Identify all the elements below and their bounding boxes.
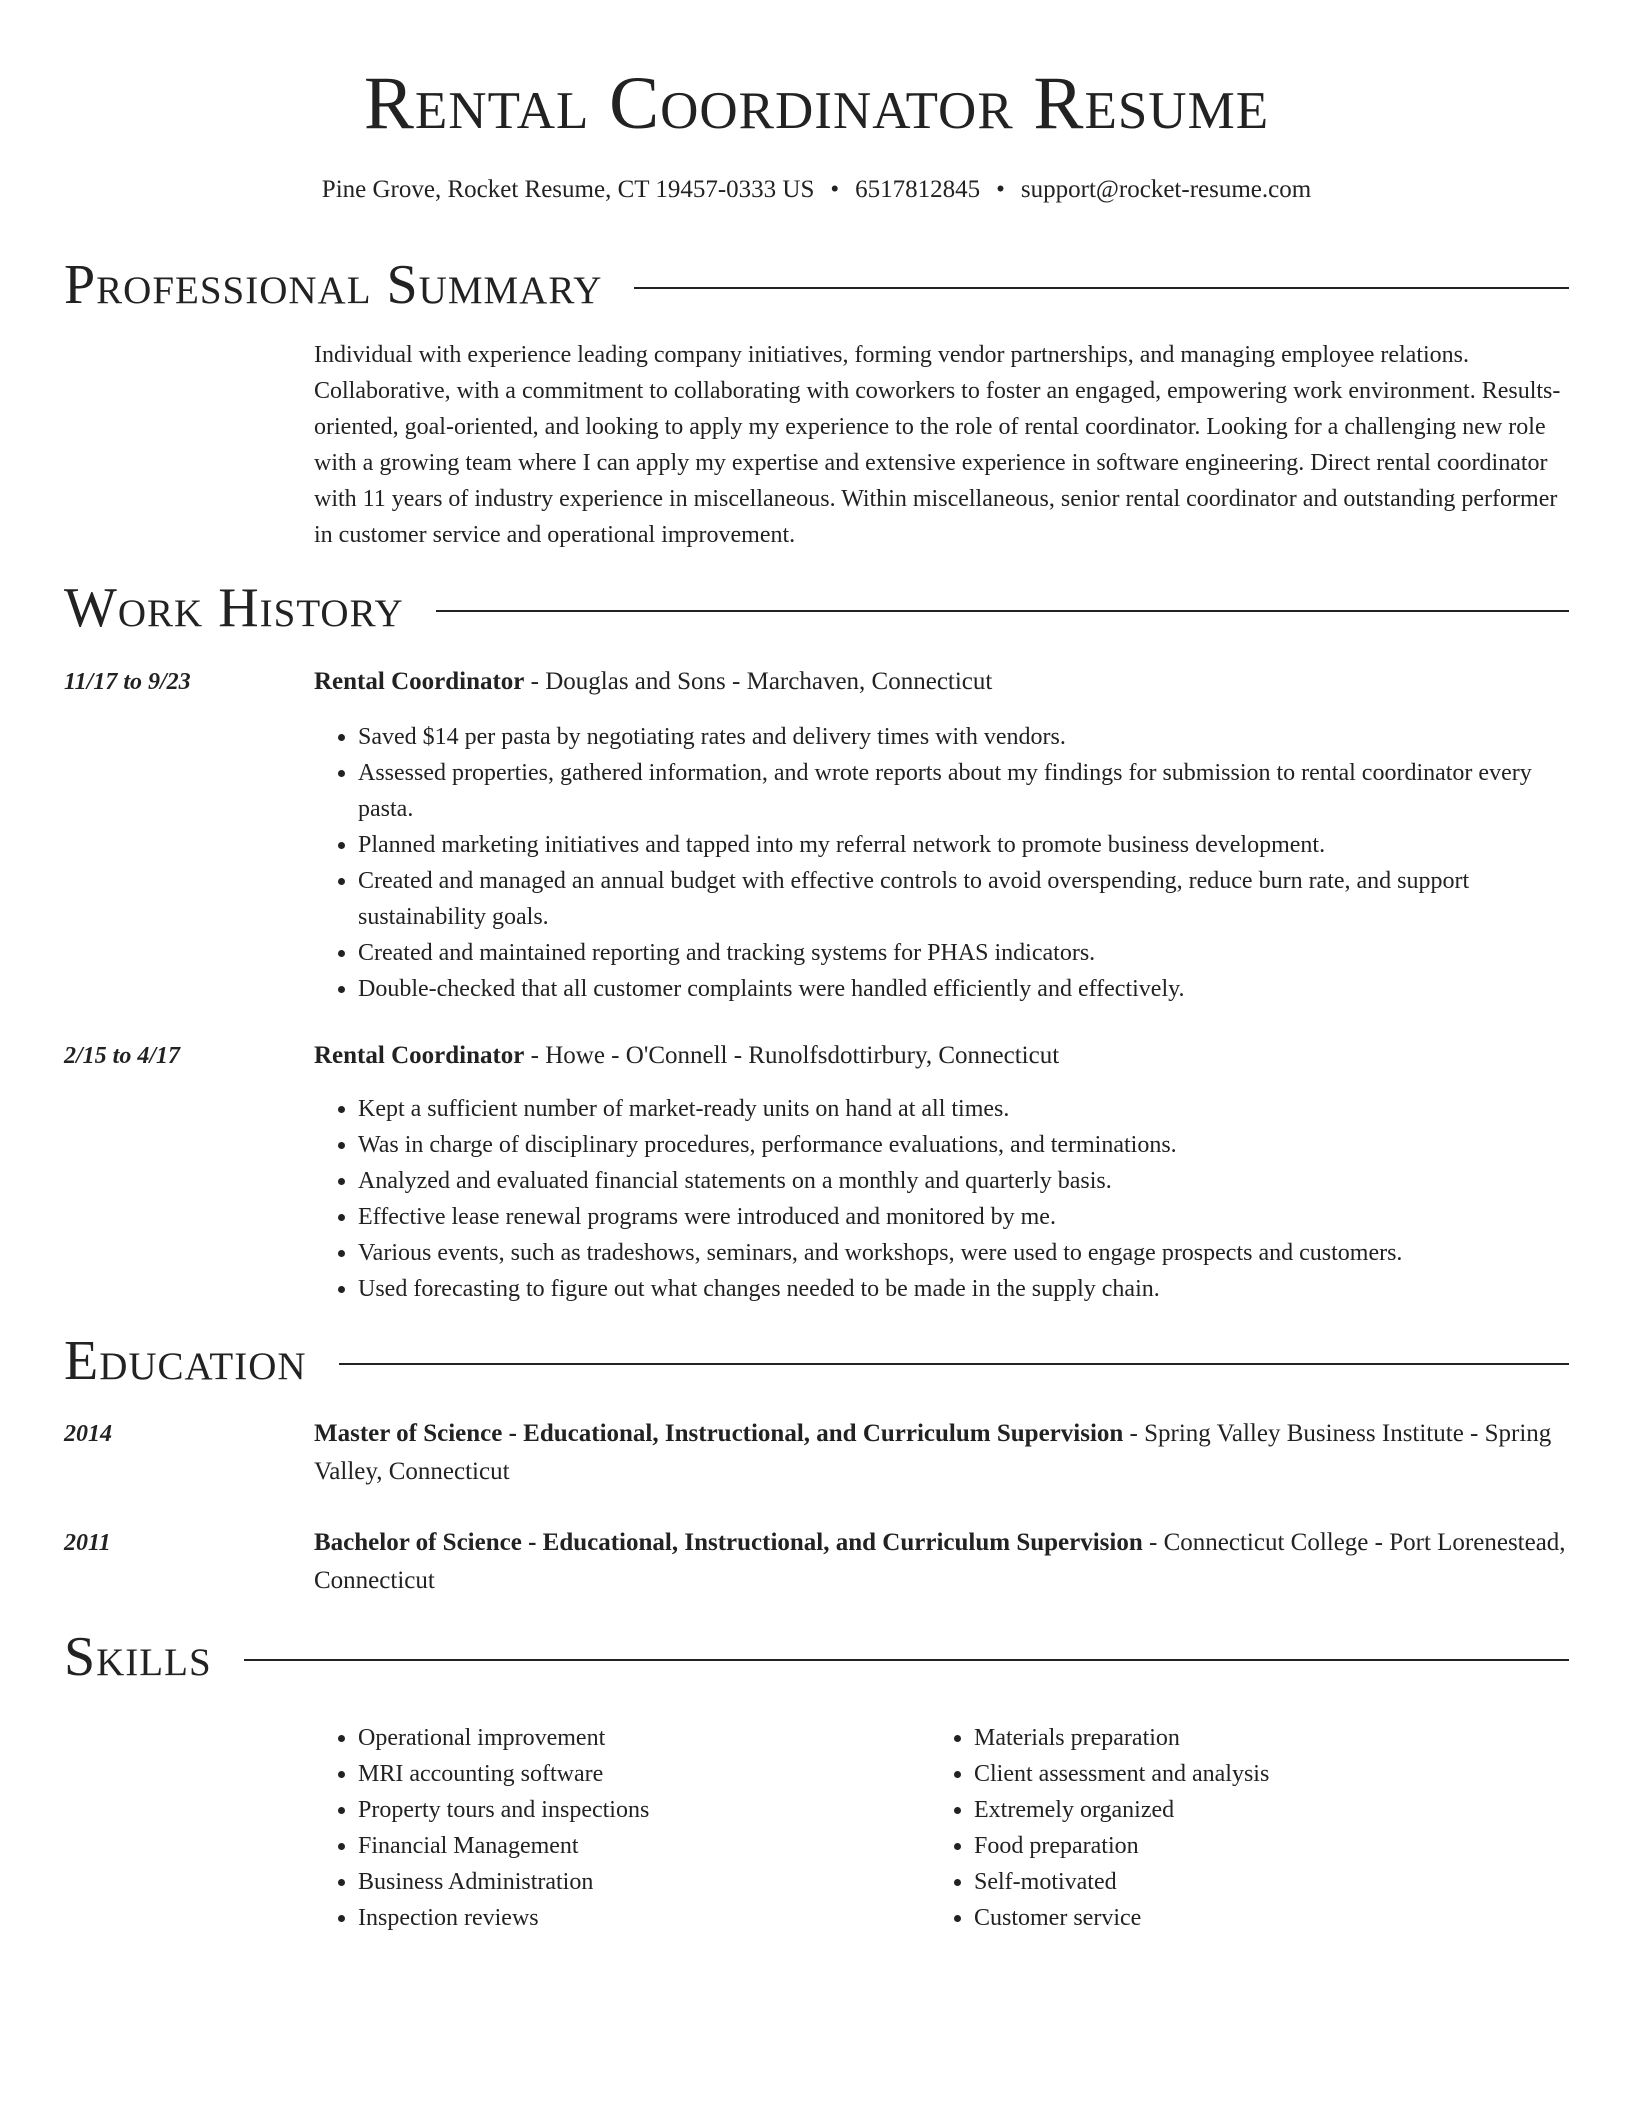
section-divider [339,1363,1569,1365]
skills-list-right [930,1720,1534,1936]
list-item: • Assessed properties, gathered information, and wrote reports about my findings for submission to rental coordinator every pasta. [358,755,1584,827]
list-item: • Food preparation [974,1828,1534,1864]
list-item: • Financial Management [358,1828,918,1864]
job-dates: 2/15 to 4/17 [64,1043,181,1069]
work-section-header [64,573,1569,643]
school-details: - Spring Valley Business Institute - Spring Valley, Connecticut [314,1420,1552,1485]
section-divider [634,287,1569,289]
list-item: • Operational improvement [358,1720,918,1756]
contact-separator: • [830,176,840,203]
list-item: • Double-checked that all customer complaints were handled efficiently and effectively. [358,971,1584,1007]
job-heading [314,663,1572,701]
list-item: • Self-motivated [974,1864,1534,1900]
list-item: • Analyzed and evaluated financial statements on a monthly and quarterly basis. [358,1163,1584,1199]
list-item: • Various events, such as tradeshows, seminars, and workshops, were used to engage prospects and customers. [358,1235,1584,1271]
list-item: • Created and maintained reporting and tracking systems for PHAS indicators. [358,935,1584,971]
section-divider [436,610,1569,612]
skills-list-left [314,1720,918,1936]
section-divider [244,1659,1569,1661]
education-year: 2014 [64,1421,112,1447]
list-item: • Created and managed an annual budget with effective controls to avoid overspending, reduce burn rate, and support sustainability goals. [358,863,1584,935]
education-entry [314,1415,1572,1491]
list-item: • Materials preparation [974,1720,1534,1756]
contact-address: Pine Grove, Rocket Resume, CT 19457-0333 US [321,176,815,203]
contact-email: support@rocket-resume.com [1020,176,1312,203]
job-heading [314,1037,1572,1075]
degree-title: Bachelor of Science - Educational, Instructional, and Curriculum Supervision [314,1529,1143,1556]
list-item: • Business Administration [358,1864,918,1900]
education-entry [314,1524,1572,1600]
job-bullets [314,1091,1584,1307]
summary-text: Individual with experience leading company initiatives, forming vendor partnerships, and managing employee relations. Collaborative, with a commitment to collaborating with coworkers to foster an engaged, empowering work environment. Results-oriented, goal-oriented, and looking to apply my experience to the role of rental coordinator. Looking for a challenging new role with a growing team where I can apply my expertise and extensive experience in software engineering. Direct rental coordinator with 11 years of industry experience in miscellaneous. Within miscellaneous, senior rental coordinator and outstanding performer in customer service and operational improvement. [314,342,1561,548]
contact-line [64,172,1569,208]
summary-section-header [64,250,1569,320]
list-item: • Was in charge of disciplinary procedures, performance evaluations, and terminations. [358,1127,1584,1163]
skills-section-header [64,1622,1569,1692]
resume-title: Rental Coordinator Resume [363,62,1270,145]
job-employer: - Douglas and Sons - Marchaven, Connecticut [524,668,993,695]
list-item: • MRI accounting software [358,1756,918,1792]
list-item: • Kept a sufficient number of market-ready units on hand at all times. [358,1091,1584,1127]
skills-heading: Skills [64,1626,212,1688]
list-item: • Saved $14 per pasta by negotiating rates and delivery times with vendors. [358,719,1584,755]
contact-separator: • [996,176,1005,203]
list-item: • Used forecasting to figure out what changes needed to be made in the supply chain. [358,1271,1584,1307]
list-item: • Customer service [974,1900,1534,1936]
list-item: • Property tours and inspections [358,1792,918,1828]
job-dates: 11/17 to 9/23 [64,669,191,695]
job-title: Rental Coordinator [314,668,525,695]
list-item: • Extremely organized [974,1792,1534,1828]
list-item: • Planned marketing initiatives and tapped into my referral network to promote business development. [358,827,1584,863]
education-year: 2011 [64,1530,111,1556]
job-employer: - Howe - O'Connell - Runolfsdottirbury, Connecticut [524,1042,1060,1069]
list-item: • Client assessment and analysis [974,1756,1534,1792]
education-heading: Education [64,1330,307,1392]
list-item: • Effective lease renewal programs were introduced and monitored by me. [358,1199,1584,1235]
job-title: Rental Coordinator [314,1042,525,1069]
school-details: - Connecticut College - Port Lorenestead, Connecticut [314,1529,1566,1594]
list-item: • Inspection reviews [358,1900,918,1936]
job-bullets [314,719,1584,1007]
degree-title: Master of Science - Educational, Instructional, and Curriculum Supervision [314,1420,1124,1447]
summary-heading: Professional Summary [64,254,603,316]
contact-phone: 6517812845 [855,176,981,203]
work-heading: Work History [64,577,404,639]
education-section-header [64,1326,1569,1396]
